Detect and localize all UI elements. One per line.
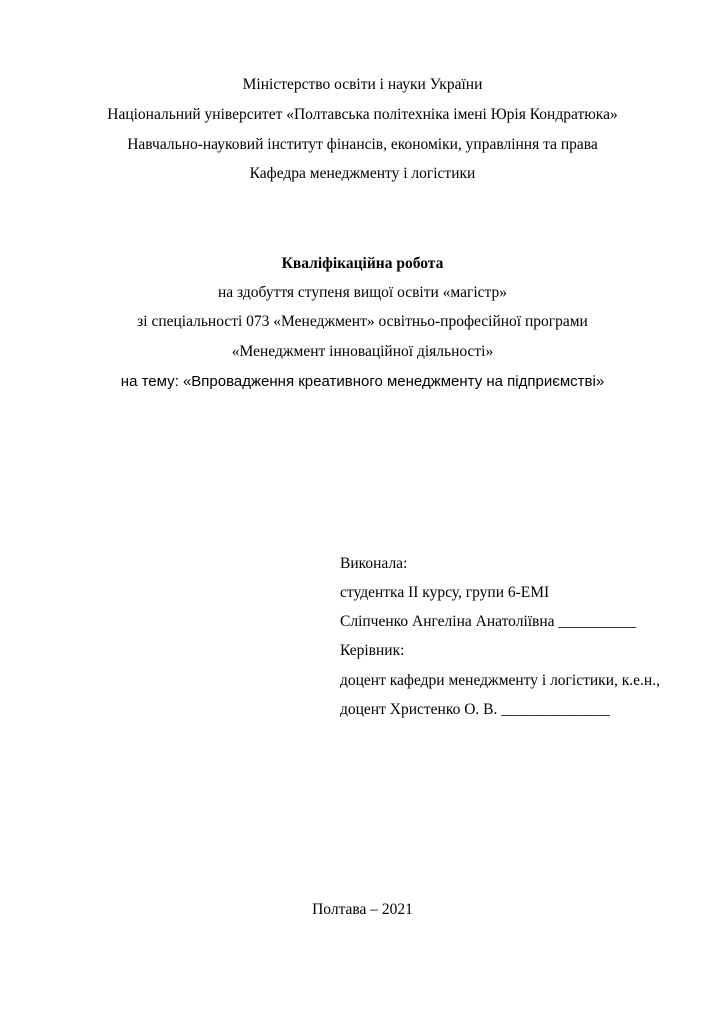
author-label: Виконала: bbox=[340, 555, 408, 572]
supervisor-label: Керівник: bbox=[340, 642, 405, 659]
ministry-line: Міністерство освіти і науки України bbox=[242, 76, 483, 93]
institute-line: Навчально-науковий інститут фінансів, економіки, управління та права bbox=[127, 136, 598, 153]
topic-line: на тему: «Впровадження креативного менеджменту на підприємстві» bbox=[120, 373, 605, 390]
author-name: Сліпченко Ангеліна Анатоліївна __________ bbox=[340, 613, 636, 630]
specialty-line: зі спеціальності 073 «Менеджмент» освітньо-професійної програми bbox=[137, 313, 588, 330]
supervisor-name: доцент Христенко О. В. ______________ bbox=[340, 701, 610, 718]
supervisor-position: доцент кафедри менеджменту і логістики, к.е.н., bbox=[340, 672, 660, 689]
degree-line: на здобуття ступеня вищої освіти «магістр» bbox=[218, 284, 507, 301]
city-year: Полтава – 2021 bbox=[312, 901, 413, 918]
university-line: Національний університет «Полтавська політехніка імені Юрія Кондратюка» bbox=[107, 106, 618, 123]
author-group: студентка II курсу, групи 6-ЕМІ bbox=[340, 584, 550, 601]
work-heading: Кваліфікаційна робота bbox=[281, 255, 444, 272]
department-line: Кафедра менеджменту і логістики bbox=[249, 165, 476, 182]
program-line: «Менеджмент інноваційної діяльності» bbox=[231, 343, 494, 360]
